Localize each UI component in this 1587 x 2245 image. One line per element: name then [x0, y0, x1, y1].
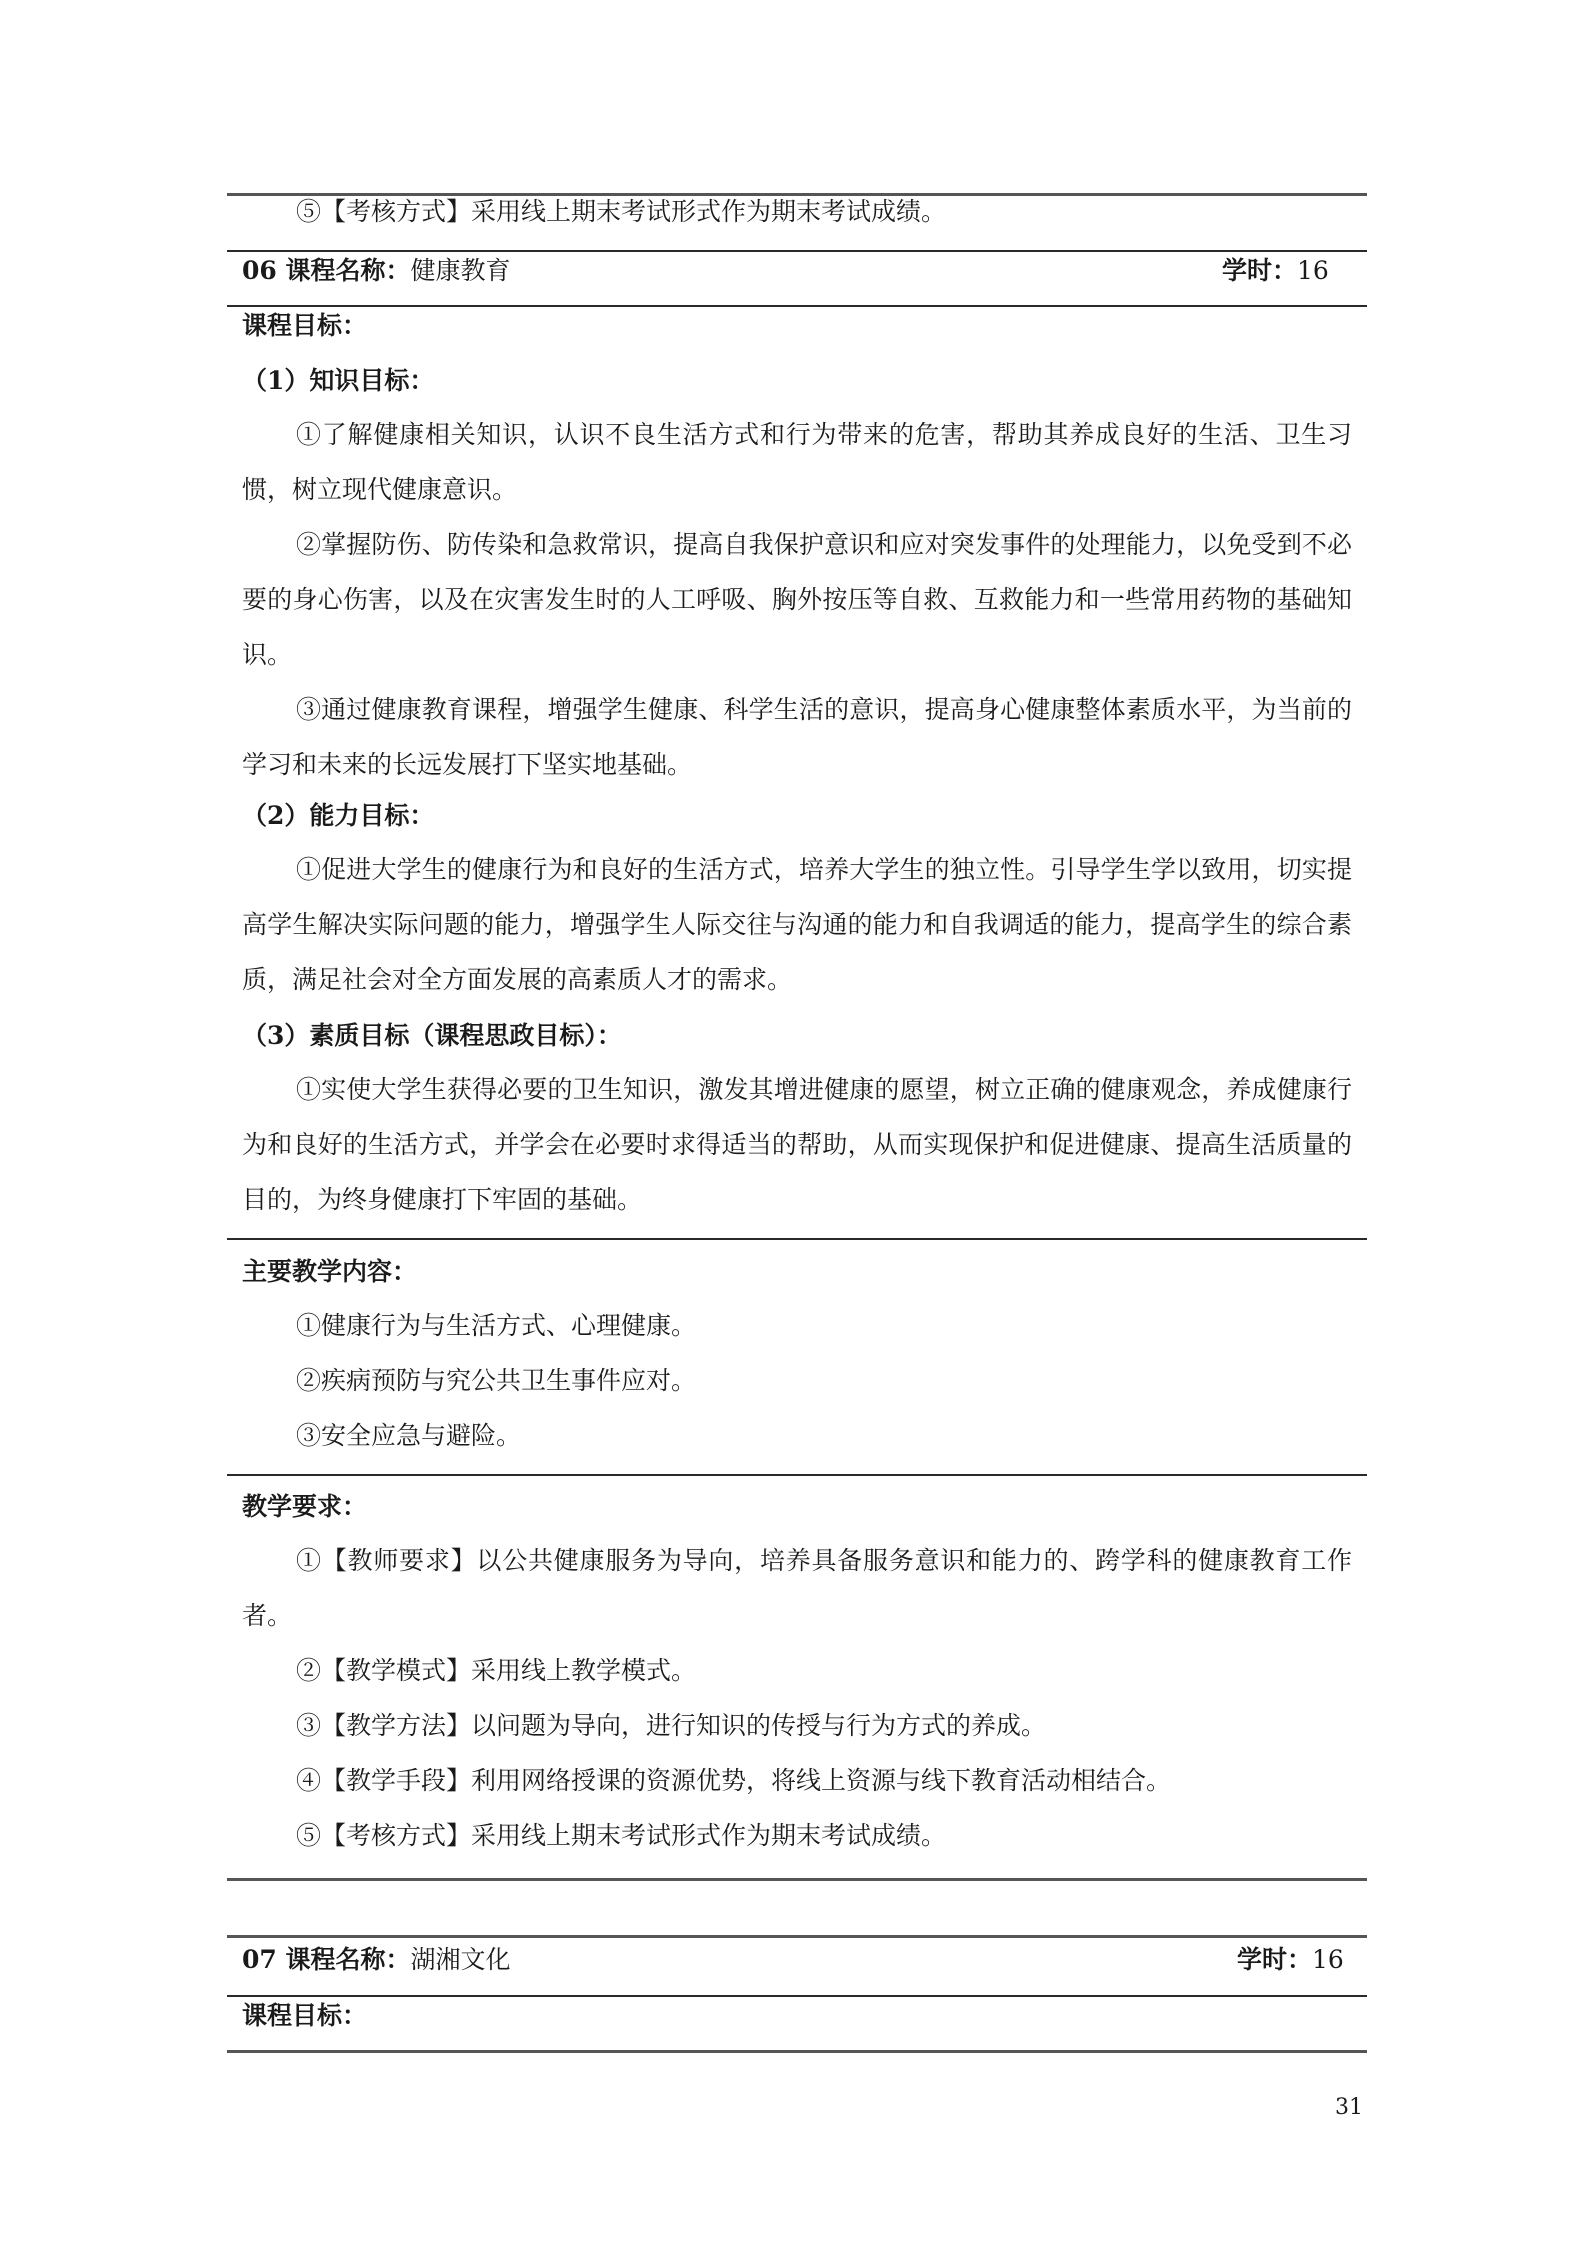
goals-title: 课程目标：	[242, 311, 368, 340]
row-divider	[227, 250, 1367, 252]
goals-title: 课程目标：	[242, 2001, 368, 2030]
hours-value: 16	[1312, 1945, 1344, 1974]
row-divider	[227, 1238, 1367, 1240]
ability-title: （2）能力目标：	[242, 801, 435, 830]
requirements-title: 教学要求：	[242, 1492, 368, 1521]
table-top-rule	[227, 193, 1367, 196]
requirement-item: ③【教学方法】以问题为导向，进行知识的传授与行为方式的养成。	[296, 1711, 1047, 1740]
knowledge-item: ③通过健康教育课程，增强学生健康、科学生活的意识，提高身心健康整体素质水平，为当前的学习和未来的长远发展打下坚实地基础。	[242, 695, 1352, 779]
ability-item: ①促进大学生的健康行为和良好的生活方式，培养大学生的独立性。引导学生学以致用，切实提高学生解决实际问题的能力，增强学生人际交往与沟通的能力和自我调适的能力，提高学生的综合素质，满足社会对全方面发展的高素质人才的需求。	[242, 855, 1352, 994]
course07-hours	[1237, 1945, 1344, 1975]
content-item: ①健康行为与生活方式、心理健康。	[296, 1311, 697, 1340]
requirement-item: ⑤【考核方式】采用线上期末考试形式作为期末考试成绩。	[296, 1821, 947, 1850]
quality-item: ①实使大学生获得必要的卫生知识，激发其增进健康的愿望，树立正确的健康观念，养成健康行为和良好的生活方式，并学会在必要时求得适当的帮助，从而实现保护和促进健康、提高生活质量的目的，为终身健康打下牢固的基础。	[242, 1075, 1352, 1214]
course07-name-row	[242, 1945, 511, 1975]
content-item: ②疾病预防与究公共卫生事件应对。	[296, 1366, 697, 1395]
prev-assessment: ⑤【考核方式】采用线上期末考试形式作为期末考试成绩。	[296, 197, 947, 226]
row-divider	[227, 1474, 1367, 1476]
course06-name-row	[242, 256, 511, 286]
knowledge-item: ①了解健康相关知识，认识不良生活方式和行为带来的危害，帮助其养成良好的生活、卫生习惯，树立现代健康意识。	[242, 420, 1352, 504]
course06-hours	[1222, 256, 1329, 286]
table-top-rule	[227, 1935, 1367, 1938]
hours-label: 学时：	[1237, 1945, 1313, 1974]
row-divider	[227, 305, 1367, 307]
content-item: ③安全应急与避险。	[296, 1421, 522, 1450]
requirement-item: ②【教学模式】采用线上教学模式。	[296, 1656, 697, 1685]
course-name-label: 07 课程名称：	[242, 1945, 411, 1974]
table-bottom-rule	[227, 1878, 1367, 1881]
requirement-item: ①【教师要求】以公共健康服务为导向，培养具备服务意识和能力的、跨学科的健康教育工作者。	[242, 1546, 1352, 1630]
row-divider	[227, 1995, 1367, 1997]
course-name-label: 06 课程名称：	[242, 256, 411, 285]
quality-title: （3）素质目标（课程思政目标）：	[242, 1021, 622, 1050]
requirement-item: ④【教学手段】利用网络授课的资源优势，将线上资源与线下教育活动相结合。	[296, 1766, 1172, 1795]
page-number: 31	[1335, 2095, 1363, 2120]
course-name: 健康教育	[410, 256, 511, 285]
table-bottom-rule	[227, 2050, 1367, 2053]
course-name: 湖湘文化	[410, 1945, 511, 1974]
hours-label: 学时：	[1222, 256, 1298, 285]
knowledge-title: （1）知识目标：	[242, 366, 435, 395]
hours-value: 16	[1297, 256, 1329, 285]
content-title: 主要教学内容：	[242, 1257, 418, 1286]
knowledge-item: ②掌握防伤、防传染和急救常识，提高自我保护意识和应对突发事件的处理能力，以免受到不必要的身心伤害，以及在灾害发生时的人工呼吸、胸外按压等自救、互救能力和一些常用药物的基础知识。	[242, 530, 1352, 669]
